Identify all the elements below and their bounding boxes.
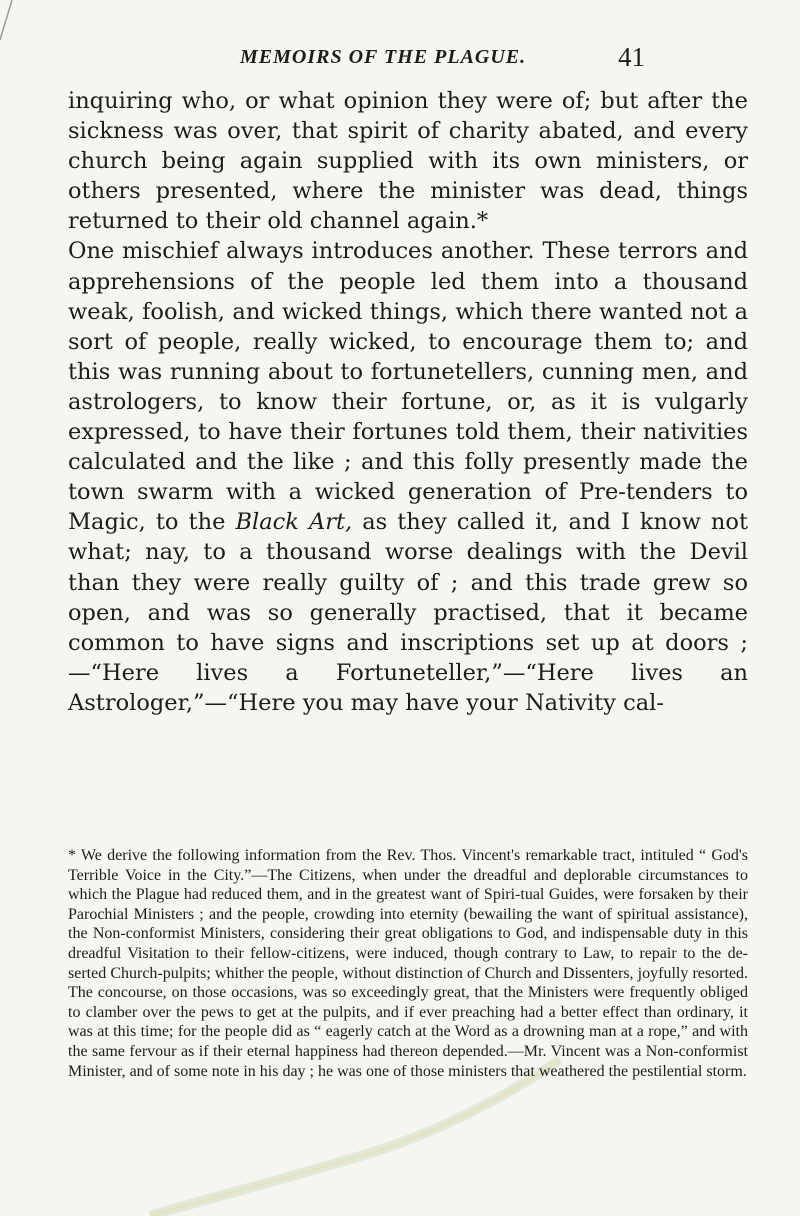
footnote-text: * We derive the following information from the Rev. Thos. Vincent's remarkable tract, intituled “ God's Terrible Voice in the City.”—The Citizens, when under the dreadful and deplorable circumstances to which the Plague had reduced them, and in the greatest want of Spiri-tual Guides, were forsaken by their Parochial Ministers ; and the people, crowding into eternity (bewailing the want of spiritual assistance), the Non-conformist Ministers, considering their great obligations to God, and indispensable duty in this dreadful Visitation to their fellow-citizens, were induced, though contrary to Law, to repair to the de-serted Church-pulpits; whither the people, without distinction of Church and Dissenters, joyfully resorted. The concourse, on those occasions, was so exceedingly great, that the Ministers were frequently obliged to clamber over the pews to get at the pulpits, and if ever preaching had a better effect than ordinary, it was at this time; for the people did as “ eagerly catch at the Word as a drowning man at a rope,” and with the same fervour as if their eternal happiness had thereon depended.—Mr. Vincent was a Non-conformist Minister, and of some note in his day ; he was one of those ministers that weathered the pestilential storm. <box>68 847 748 1080</box>
paragraph-1: inquiring who, or what opinion they were of; but after the sickness was over, that spirit of charity abated, and every church being again supplied with its own ministers, or others presented, where the minister was dead, things returned to their old channel again.* <box>68 88 748 235</box>
running-head <box>0 44 800 84</box>
paragraph-2-start: One mischief always introduces another. These terrors and apprehensions of the people led them into a thousand weak, foolish, and wicked things, which there wanted not a sort of people, really wicked, to encourage them to; and this was running about to fortunetellers, cunning men, and astrologers, to know their fortune, or, as it is vulgarly expressed, to have their fortunes told them, their nativities calculated and the like ; and this folly presently made the town swarm with a wicked generation of Pre-tenders to Magic, to the <box>68 238 748 536</box>
running-title: MEMOIRS OF THE PLAGUE. <box>240 46 527 68</box>
page-number: 41 <box>618 42 645 72</box>
paragraph-2 <box>68 236 748 718</box>
footnote <box>68 846 748 1081</box>
black-art-term: Black Art, <box>235 509 353 536</box>
paragraph-2-end: as they called it, and I know not what; nay, to a thousand worse dealings with the Devil than they were really guilty of ; and this trade grew so open, and was so generally practised, that it became common to have signs and inscriptions set up at doors ;—“Here lives a Fortuneteller,”—“Here lives an Astrologer,”—“Here you may have your Nativity cal- <box>68 509 748 716</box>
body-text <box>68 86 748 718</box>
